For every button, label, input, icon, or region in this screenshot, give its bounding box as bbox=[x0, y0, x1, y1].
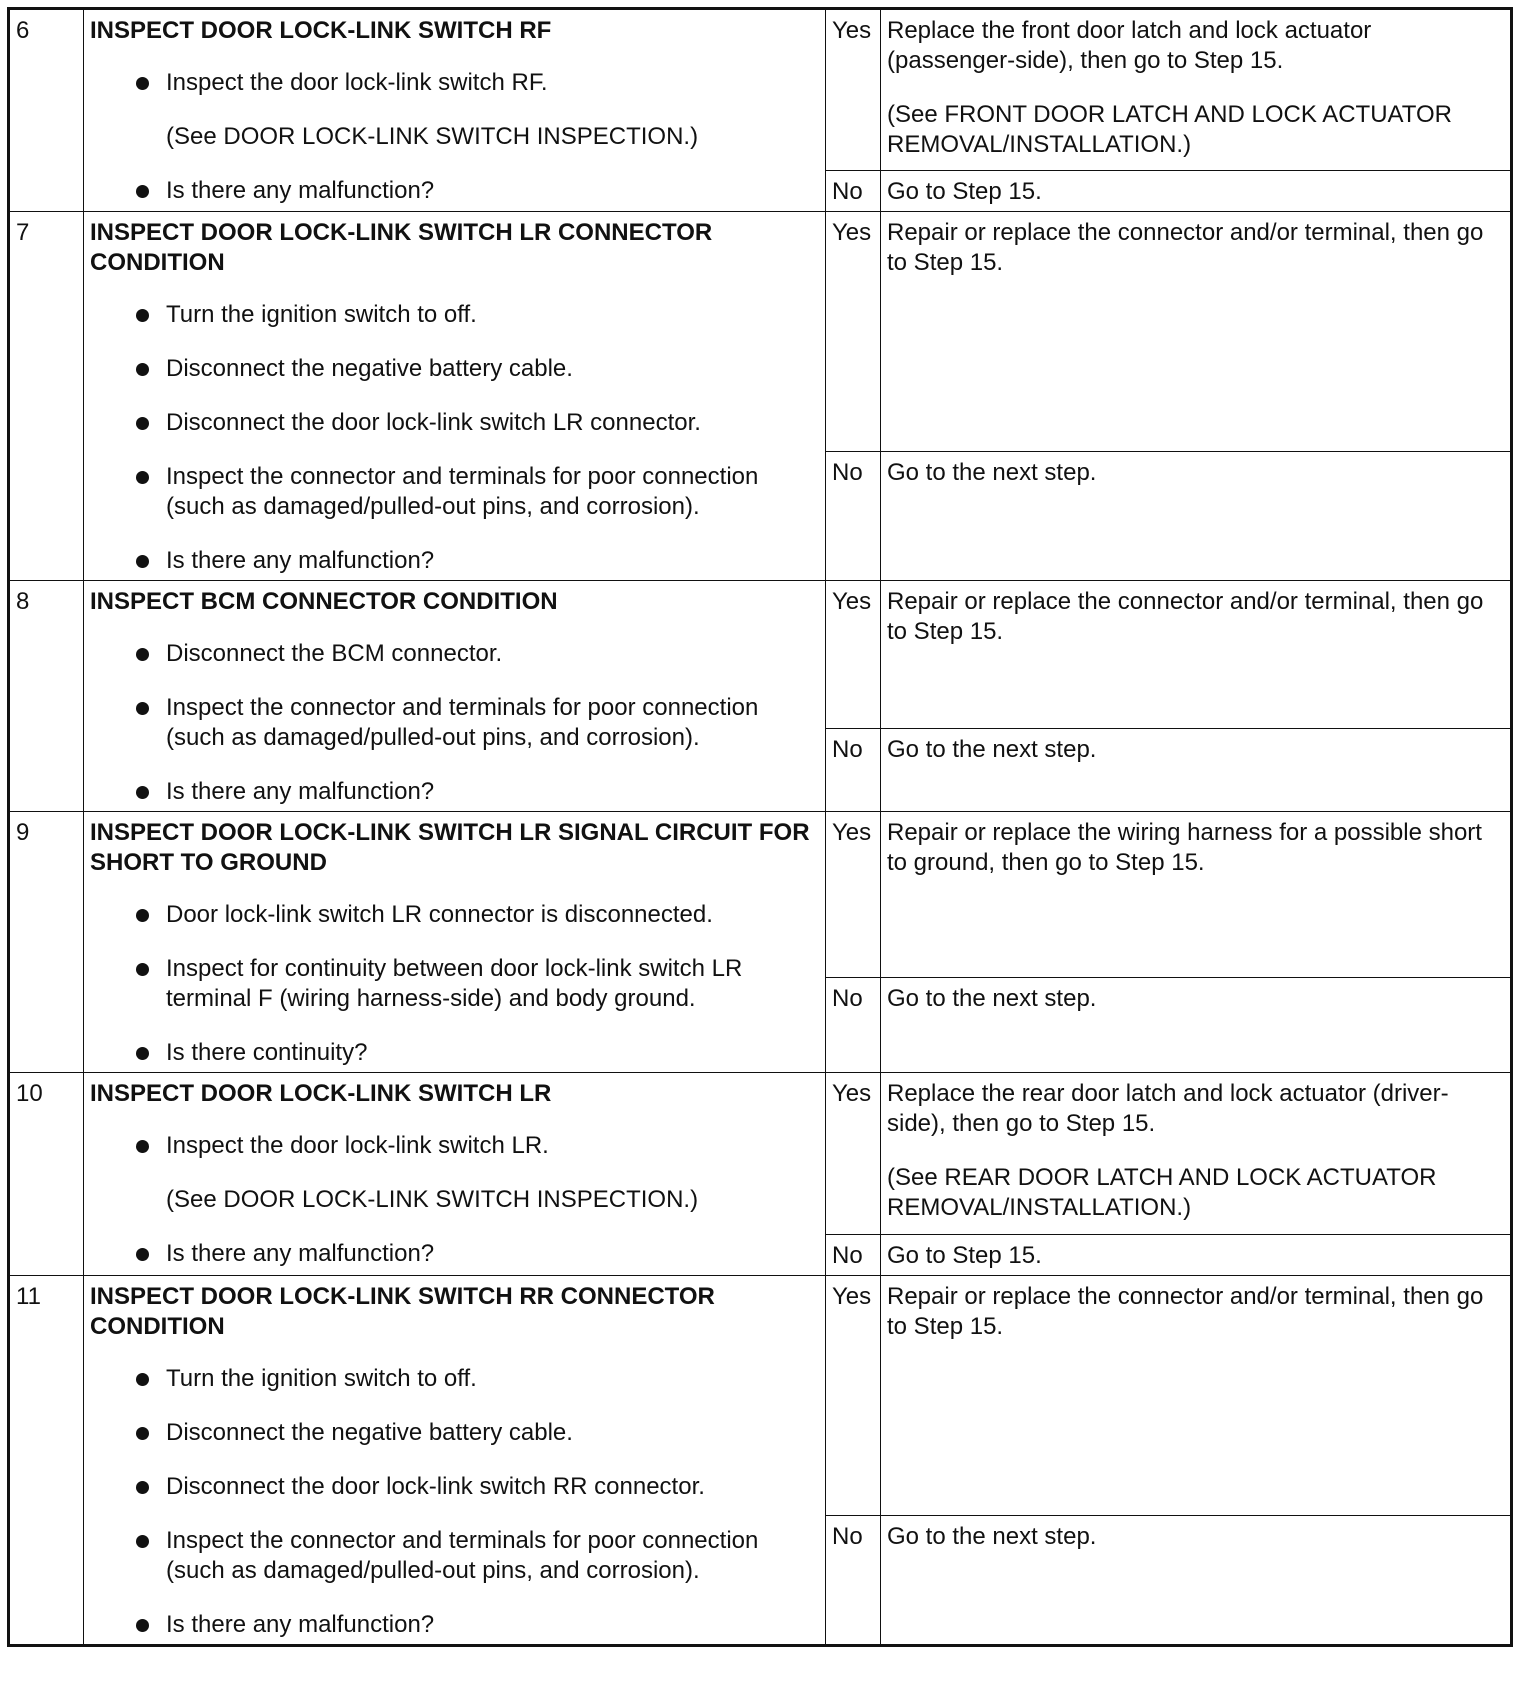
yes-label: Yes bbox=[826, 1073, 881, 1235]
diagnostic-table bbox=[7, 7, 1513, 1647]
no-label: No bbox=[826, 1516, 881, 1646]
yes-label: Yes bbox=[826, 812, 881, 978]
no-label: No bbox=[826, 978, 881, 1073]
yes-action bbox=[881, 812, 1512, 978]
bullet-item: Disconnect the door lock-link switch LR connector. bbox=[90, 408, 819, 438]
bullet-item: Turn the ignition switch to off. bbox=[90, 1364, 819, 1394]
step-number: 8 bbox=[9, 581, 84, 812]
no-label: No bbox=[826, 452, 881, 581]
bullet-item: Disconnect the door lock-link switch RR connector. bbox=[90, 1472, 819, 1502]
action-text: Repair or replace the connector and/or terminal, then go to Step 15. bbox=[887, 588, 1484, 645]
no-label: No bbox=[826, 1235, 881, 1276]
action-text: Go to the next step. bbox=[887, 736, 1097, 763]
action-text: Repair or replace the connector and/or terminal, then go to Step 15. bbox=[887, 1283, 1484, 1340]
step-item-list bbox=[90, 639, 819, 807]
bullet-item: Inspect the connector and terminals for poor connection (such as damaged/pulled-out pins, and corrosion). bbox=[90, 462, 819, 522]
no-label: No bbox=[826, 729, 881, 812]
no-action bbox=[881, 171, 1512, 212]
action-text: Go to Step 15. bbox=[887, 1242, 1042, 1269]
step-row-yes bbox=[9, 812, 1512, 978]
reference-note: (See DOOR LOCK-LINK SWITCH INSPECTION.) bbox=[166, 123, 699, 150]
step-instructions bbox=[84, 812, 826, 1073]
yes-action bbox=[881, 1073, 1512, 1235]
step-number: 9 bbox=[9, 812, 84, 1073]
no-label: No bbox=[826, 171, 881, 212]
step-item-list bbox=[90, 1131, 819, 1269]
action-text: (See REAR DOOR LATCH AND LOCK ACTUATOR REMOVAL/INSTALLATION.) bbox=[887, 1164, 1437, 1221]
bullet-item: Disconnect the negative battery cable. bbox=[90, 1418, 819, 1448]
action-text: (See FRONT DOOR LATCH AND LOCK ACTUATOR REMOVAL/INSTALLATION.) bbox=[887, 101, 1452, 158]
action-text: Go to the next step. bbox=[887, 1523, 1097, 1550]
step-row-yes bbox=[9, 1276, 1512, 1516]
step-heading: INSPECT DOOR LOCK-LINK SWITCH RF bbox=[90, 17, 552, 44]
diagnostic-procedure-page bbox=[7, 7, 1513, 1647]
step-row-yes bbox=[9, 9, 1512, 171]
step-row-yes bbox=[9, 1073, 1512, 1235]
bullet-item: Is there any malfunction? bbox=[90, 777, 819, 807]
step-number: 7 bbox=[9, 212, 84, 581]
step-row-yes bbox=[9, 212, 1512, 452]
step-heading: INSPECT DOOR LOCK-LINK SWITCH LR CONNECTOR CONDITION bbox=[90, 219, 713, 276]
yes-label: Yes bbox=[826, 581, 881, 729]
no-action bbox=[881, 729, 1512, 812]
bullet-item: Inspect the door lock-link switch LR. bbox=[90, 1131, 819, 1161]
step-instructions bbox=[84, 212, 826, 581]
bullet-item: Door lock-link switch LR connector is disconnected. bbox=[90, 900, 819, 930]
reference-note: (See DOOR LOCK-LINK SWITCH INSPECTION.) bbox=[166, 1186, 699, 1213]
bullet-item: Is there continuity? bbox=[90, 1038, 819, 1068]
bullet-item: Inspect the connector and terminals for poor connection (such as damaged/pulled-out pins, and corrosion). bbox=[90, 1526, 819, 1586]
step-heading: INSPECT DOOR LOCK-LINK SWITCH LR bbox=[90, 1080, 552, 1107]
bullet-item: Is there any malfunction? bbox=[90, 546, 819, 576]
step-instructions bbox=[84, 581, 826, 812]
no-action bbox=[881, 452, 1512, 581]
yes-action bbox=[881, 9, 1512, 171]
step-heading: INSPECT DOOR LOCK-LINK SWITCH LR SIGNAL CIRCUIT FOR SHORT TO GROUND bbox=[90, 819, 810, 876]
action-text: Repair or replace the connector and/or terminal, then go to Step 15. bbox=[887, 219, 1484, 276]
no-action bbox=[881, 978, 1512, 1073]
yes-action bbox=[881, 212, 1512, 452]
action-text: Replace the front door latch and lock actuator (passenger-side), then go to Step 15. bbox=[887, 17, 1372, 74]
action-text: Go to Step 15. bbox=[887, 178, 1042, 205]
bullet-item: Inspect the connector and terminals for poor connection (such as damaged/pulled-out pins, and corrosion). bbox=[90, 693, 819, 753]
step-instructions bbox=[84, 9, 826, 212]
yes-label: Yes bbox=[826, 1276, 881, 1516]
bullet-item: Turn the ignition switch to off. bbox=[90, 300, 819, 330]
bullet-item: Disconnect the BCM connector. bbox=[90, 639, 819, 669]
bullet-item: Is there any malfunction? bbox=[90, 1610, 819, 1640]
step-item-list bbox=[90, 900, 819, 1068]
bullet-item: Disconnect the negative battery cable. bbox=[90, 354, 819, 384]
step-row-yes bbox=[9, 581, 1512, 729]
step-number: 10 bbox=[9, 1073, 84, 1276]
step-heading: INSPECT DOOR LOCK-LINK SWITCH RR CONNECTOR CONDITION bbox=[90, 1283, 715, 1340]
bullet-item: Is there any malfunction? bbox=[90, 1239, 819, 1269]
step-number: 11 bbox=[9, 1276, 84, 1646]
step-item-list bbox=[90, 68, 819, 206]
step-heading: INSPECT BCM CONNECTOR CONDITION bbox=[90, 588, 558, 615]
step-number: 6 bbox=[9, 9, 84, 212]
yes-action bbox=[881, 581, 1512, 729]
no-action bbox=[881, 1516, 1512, 1646]
action-text: Go to the next step. bbox=[887, 985, 1097, 1012]
no-action bbox=[881, 1235, 1512, 1276]
step-instructions bbox=[84, 1276, 826, 1646]
step-item-list bbox=[90, 1364, 819, 1640]
action-text: Repair or replace the wiring harness for a possible short to ground, then go to Step 15. bbox=[887, 819, 1482, 876]
yes-action bbox=[881, 1276, 1512, 1516]
action-text: Replace the rear door latch and lock actuator (driver-side), then go to Step 15. bbox=[887, 1080, 1449, 1137]
bullet-item: Is there any malfunction? bbox=[90, 176, 819, 206]
bullet-item: Inspect the door lock-link switch RF. bbox=[90, 68, 819, 98]
step-instructions bbox=[84, 1073, 826, 1276]
yes-label: Yes bbox=[826, 9, 881, 171]
step-item-list bbox=[90, 300, 819, 576]
bullet-item: Inspect for continuity between door lock-link switch LR terminal F (wiring harness-side) and body ground. bbox=[90, 954, 819, 1014]
yes-label: Yes bbox=[826, 212, 881, 452]
action-text: Go to the next step. bbox=[887, 459, 1097, 486]
